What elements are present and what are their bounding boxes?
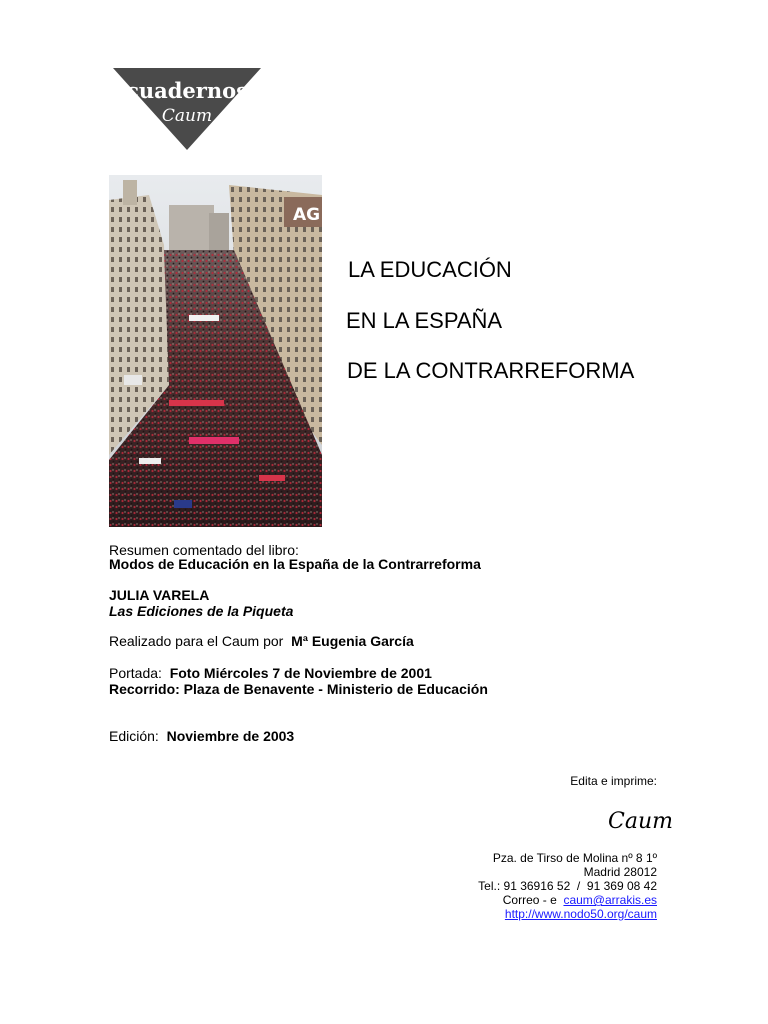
- address-line-2: Madrid 28012: [583, 865, 657, 879]
- edition-value: Noviembre de 2003: [166, 728, 295, 744]
- website-line: [505, 907, 657, 921]
- demonstration-photo: [109, 175, 322, 527]
- realized-prefix: Realizado para el Caum por: [109, 633, 292, 649]
- telephone-line: [478, 879, 657, 893]
- route-line: Recorrido: Plaza de Benavente - Ministerio de Educación: [109, 681, 488, 697]
- tel-number-1: 91 36916 52: [503, 879, 571, 893]
- document-title-line-1: LA EDUCACIÓN: [348, 257, 512, 282]
- realized-by-line: [109, 633, 414, 649]
- logo-wordmark: cuadernos: [126, 78, 248, 103]
- email-prefix: Correo - e: [502, 893, 564, 907]
- cover-value: Foto Miércoles 7 de Noviembre de 2001: [169, 665, 432, 681]
- email-link[interactable]: caum@arrakis.es: [563, 893, 657, 907]
- cover-line: [109, 665, 432, 681]
- email-line: [503, 893, 657, 907]
- realized-by-name: Mª Eugenia García: [291, 633, 414, 649]
- tel-prefix: Tel.:: [478, 879, 504, 893]
- summary-label: Resumen comentado del libro:: [109, 542, 299, 558]
- author-name: JULIA VARELA: [109, 587, 210, 603]
- address-line-1: Pza. de Tirso de Molina nº 8 1º: [492, 851, 657, 865]
- edition-line: [109, 728, 294, 744]
- signature-text: Caum: [608, 809, 673, 834]
- caum-signature: [606, 800, 673, 838]
- document-title-line-3: DE LA CONTRARREFORMA: [347, 358, 635, 383]
- photo-building-sign: AG: [293, 205, 321, 225]
- tel-separator: /: [570, 879, 587, 893]
- book-publisher: Las Ediciones de la Piqueta: [109, 603, 294, 619]
- edition-prefix: Edición:: [109, 728, 167, 744]
- book-title: Modos de Educación en la España de la Contrarreforma: [109, 556, 481, 572]
- cuadernos-caum-logo: [113, 68, 261, 150]
- website-link[interactable]: http://www.nodo50.org/caum: [504, 907, 657, 921]
- logo-signature: Caum: [161, 106, 213, 126]
- cover-prefix: Portada:: [109, 665, 170, 681]
- publisher-label: Edita e imprime:: [570, 774, 657, 788]
- document-title-line-2: EN LA ESPAÑA: [346, 308, 503, 333]
- tel-number-2: 91 369 08 42: [586, 879, 657, 893]
